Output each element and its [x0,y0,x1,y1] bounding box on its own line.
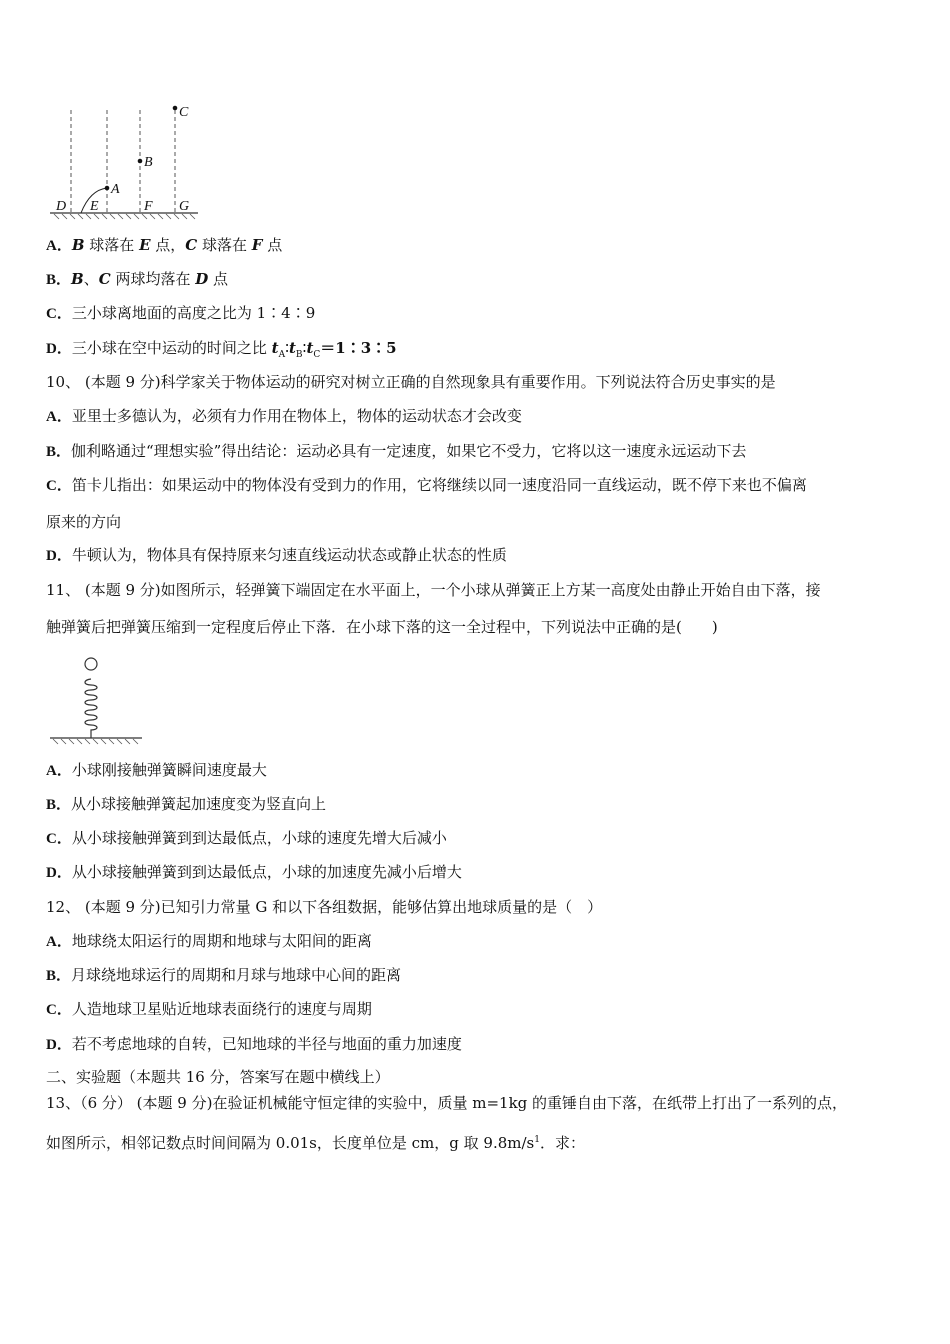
label-d: D [56,199,67,214]
q12-option-b: B．月球绕地球运行的周期和月球与地球中心间的距离 [46,966,402,984]
q12-option-d: D．若不考虑地球的自转，已知地球的半径与地面的重力加速度 [46,1035,462,1053]
q11-option-d: D．从小球接触弹簧到到达最低点，小球的加速度先减小后增大 [46,863,462,881]
q13-stem-1: 13、（6 分） (本题 9 分)在验证机械能守恒定律的实验中，质量 m=1kg 的重锤自由下落，在纸带上打出了一系列的点， [46,1094,848,1112]
q9-option-b: B．B、C 两球均落在 D 点 [46,270,229,288]
q11-stem-2: 触弹簧后把弹簧压缩到一定程度后停止下落．在小球下落的这一全过程中，下列说法中正确的是( ) [46,618,718,636]
q10-option-b: B．伽利略通过“理想实验”得出结论：运动必具有一定速度，如果它不受力，它将以这一速度永远运动下去 [46,442,747,460]
q11-option-c: C．从小球接触弹簧到到达最低点，小球的速度先增大后减小 [46,829,447,847]
label-g: G [179,199,190,214]
q11-option-b: B．从小球接触弹簧起加速度变为竖直向上 [46,795,327,813]
q11-option-a: A．小球刚接触弹簧瞬间速度最大 [46,761,267,779]
label-e: E [90,199,99,214]
q10-option-a: A．亚里士多德认为，必须有力作用在物体上，物体的运动状态才会改变 [46,407,522,425]
q12-option-a: A．地球绕太阳运行的周期和地球与太阳间的距离 [46,932,372,950]
q9-option-d: D．三小球在空中运动的时间之比 $t_A∶t_B∶t_C=1∶3∶5$ [46,339,397,360]
q10-stem: 10、 (本题 9 分)科学家关于物体运动的研究对树立正确的自然现象具有重要作用。下列说法符合历史事实的是 [46,373,776,391]
q10-option-c: C．笛卡儿指出：如果运动中的物体没有受到力的作用，它将继续以同一速度沿同一直线运动，既不停下来也不偏离 [46,476,807,494]
q9-option-a: A．B 球落在 E 点，C 球落在 F 点 [46,236,283,254]
label-b: B [144,155,153,170]
label-a: A [111,182,120,197]
projectile-figure [50,102,210,220]
q13-stem-2: 如图所示，相邻记数点时间间隔为 0.01s，长度单位是 cm，g 取 $9.8m/s^1$．求： [46,1134,585,1152]
q9-option-c: C．三小球离地面的高度之比为 1∶4∶9 [46,304,316,322]
q12-option-c: C．人造地球卫星贴近地球表面绕行的速度与周期 [46,1000,372,1018]
label-c: C [179,105,189,120]
q10-option-c-cont: 原来的方向 [46,513,122,531]
label-f: F [144,199,153,214]
q11-stem-1: 11、 (本题 9 分)如图所示，轻弹簧下端固定在水平面上，一个小球从弹簧正上方某一高度处由静止开始自由下落，接 [46,581,821,599]
q12-stem: 12、 (本题 9 分)已知引力常量 G 和以下各组数据，能够估算出地球质量的是（ ） [46,898,603,916]
spring-figure [50,655,145,745]
q10-option-d: D．牛顿认为，物体具有保持原来匀速直线运动状态或静止状态的性质 [46,546,507,564]
section-2-title: 二、实验题（本题共 16 分，答案写在题中横线上） [46,1068,390,1086]
